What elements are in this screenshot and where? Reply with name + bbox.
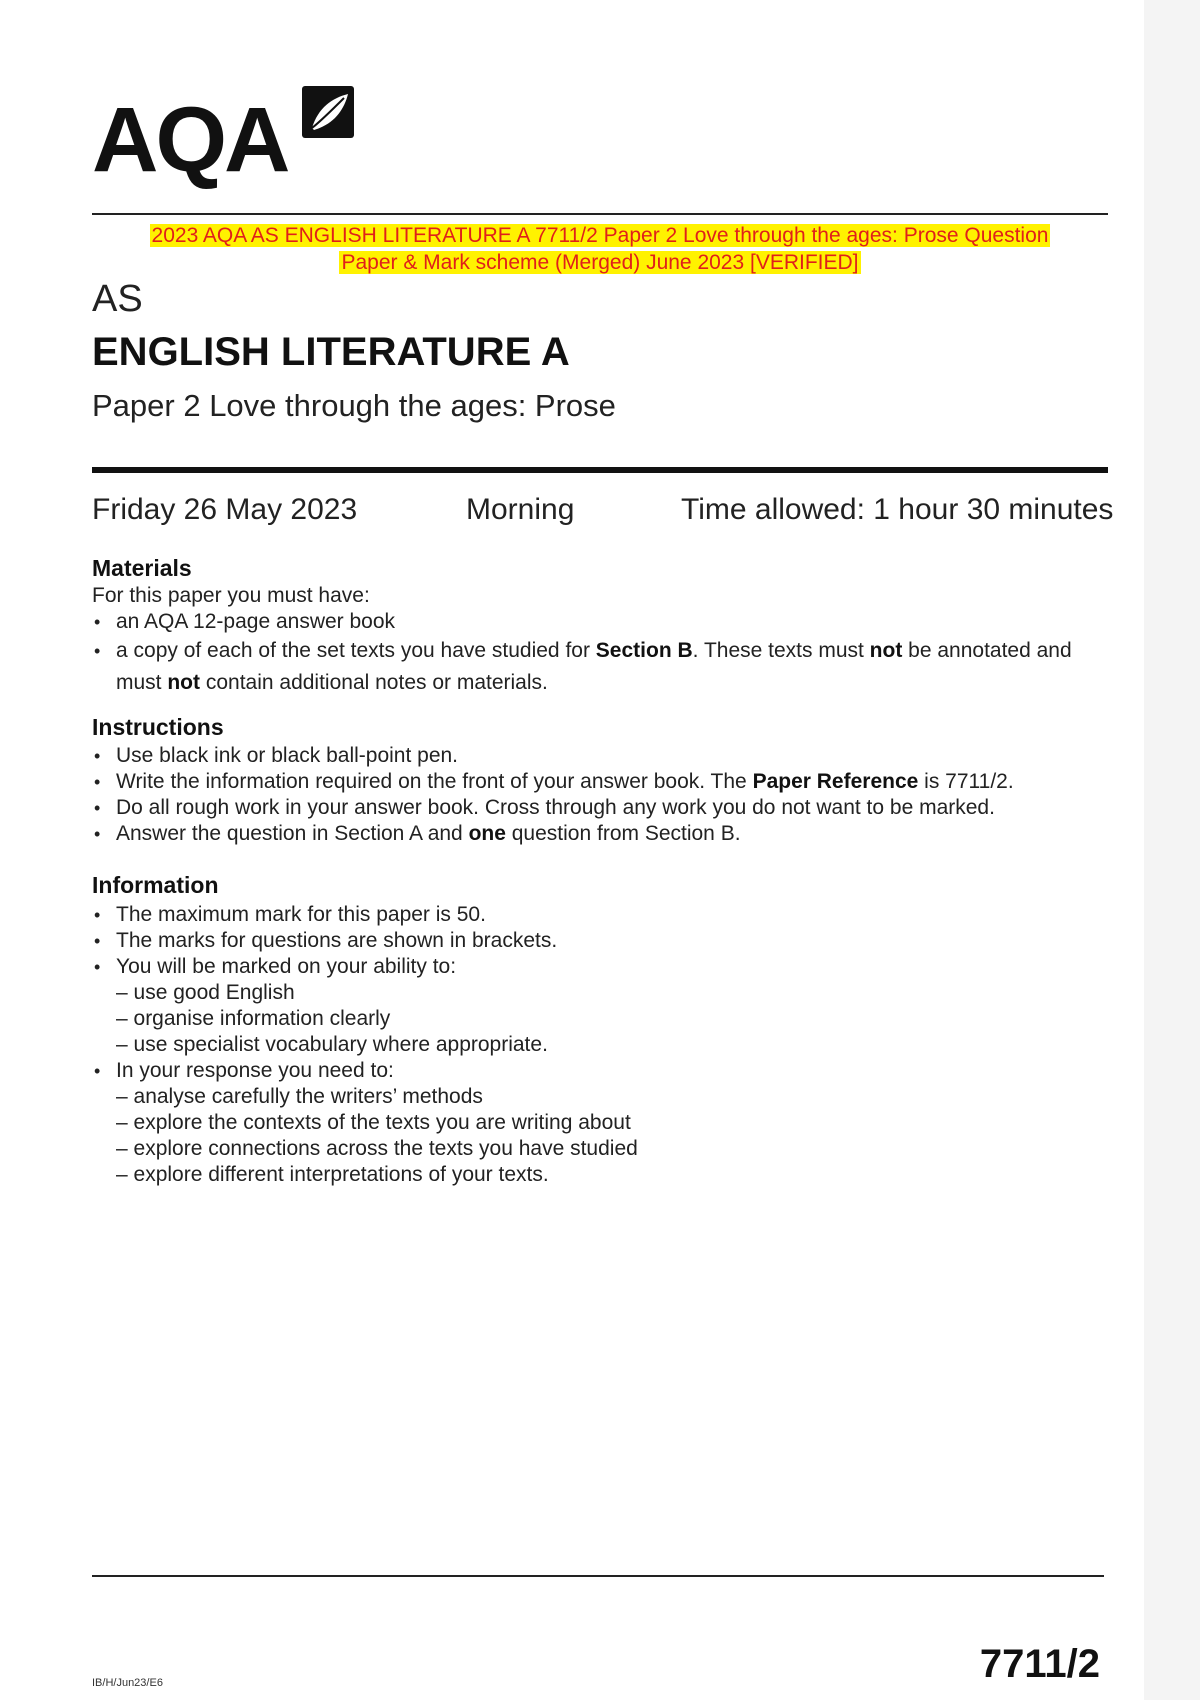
- list-item: • In your response you need to: – analyse carefully the writers’ methods – explore the contexts of the texts you are writing about – explore connections across the texts you have studied – explore different interpretations of your texts.: [92, 1058, 1092, 1188]
- materials-intro: For this paper you must have:: [92, 584, 370, 607]
- sublist-item: – use specialist vocabulary where appropriate.: [116, 1033, 548, 1056]
- list-item: • Answer the question in Section A and one question from Section B.: [92, 821, 1092, 847]
- aqa-leaf-icon: [300, 84, 356, 140]
- sublist-item: – use good English: [116, 981, 295, 1004]
- list-item: • an AQA 12-page answer book: [92, 609, 1092, 635]
- footer-code: IB/H/Jun23/E6: [92, 1677, 163, 1689]
- sublist-item: – explore different interpretations of your texts.: [116, 1163, 549, 1186]
- list-item: • Do all rough work in your answer book. Cross through any work you do not want to be marked.: [92, 795, 1092, 821]
- instructions-list: [92, 743, 1092, 847]
- exam-date: Friday 26 May 2023: [92, 493, 358, 526]
- banner-line-2: Paper & Mark scheme (Merged) June 2023 [VERIFIED]: [341, 251, 859, 274]
- title-divider: [92, 467, 1108, 473]
- exam-time-allowed: Time allowed: 1 hour 30 minutes: [681, 493, 1114, 526]
- list-item: • The marks for questions are shown in brackets.: [92, 928, 1092, 954]
- banner-line-1: 2023 AQA AS ENGLISH LITERATURE A 7711/2 Paper 2 Love through the ages: Prose Question: [151, 224, 1049, 247]
- subject-title: ENGLISH LITERATURE A: [92, 330, 570, 374]
- highlighted-banner: [92, 222, 1108, 276]
- aqa-logo-text: AQA: [92, 89, 288, 191]
- list-item: • The maximum mark for this paper is 50.: [92, 902, 1092, 928]
- list-item: • Use black ink or black ball-point pen.: [92, 743, 1092, 769]
- footer-divider: [92, 1575, 1104, 1577]
- qualification-level: AS: [92, 278, 143, 320]
- list-item: • Write the information required on the front of your answer book. The Paper Reference is 7711/2.: [92, 769, 1092, 795]
- information-heading: Information: [92, 872, 219, 898]
- aqa-logo: [92, 86, 288, 191]
- materials-list: [92, 609, 1092, 699]
- paper-title: Paper 2 Love through the ages: Prose: [92, 388, 616, 423]
- paper-reference: 7711/2: [979, 1642, 1100, 1686]
- materials-heading: Materials: [92, 555, 192, 581]
- instructions-heading: Instructions: [92, 714, 224, 740]
- sublist-item: – organise information clearly: [116, 1007, 391, 1030]
- sublist-item: – explore the contexts of the texts you are writing about: [116, 1111, 631, 1134]
- response-sublist: [116, 1084, 1092, 1188]
- exam-session: Morning: [466, 493, 575, 526]
- list-item: • a copy of each of the set texts you have studied for Section B. These texts must not be annotated and must not contain additional notes or materials.: [92, 635, 1092, 699]
- information-list: [92, 902, 1092, 1188]
- list-item: • You will be marked on your ability to: – use good English – organise information clearly – use specialist vocabulary where appropriate.: [92, 954, 1092, 1058]
- sublist-item: – explore connections across the texts you have studied: [116, 1137, 638, 1160]
- sublist-item: – analyse carefully the writers’ methods: [116, 1085, 483, 1108]
- header-divider: [92, 213, 1108, 215]
- ability-sublist: [116, 980, 1092, 1058]
- page-margin: [1144, 0, 1200, 1700]
